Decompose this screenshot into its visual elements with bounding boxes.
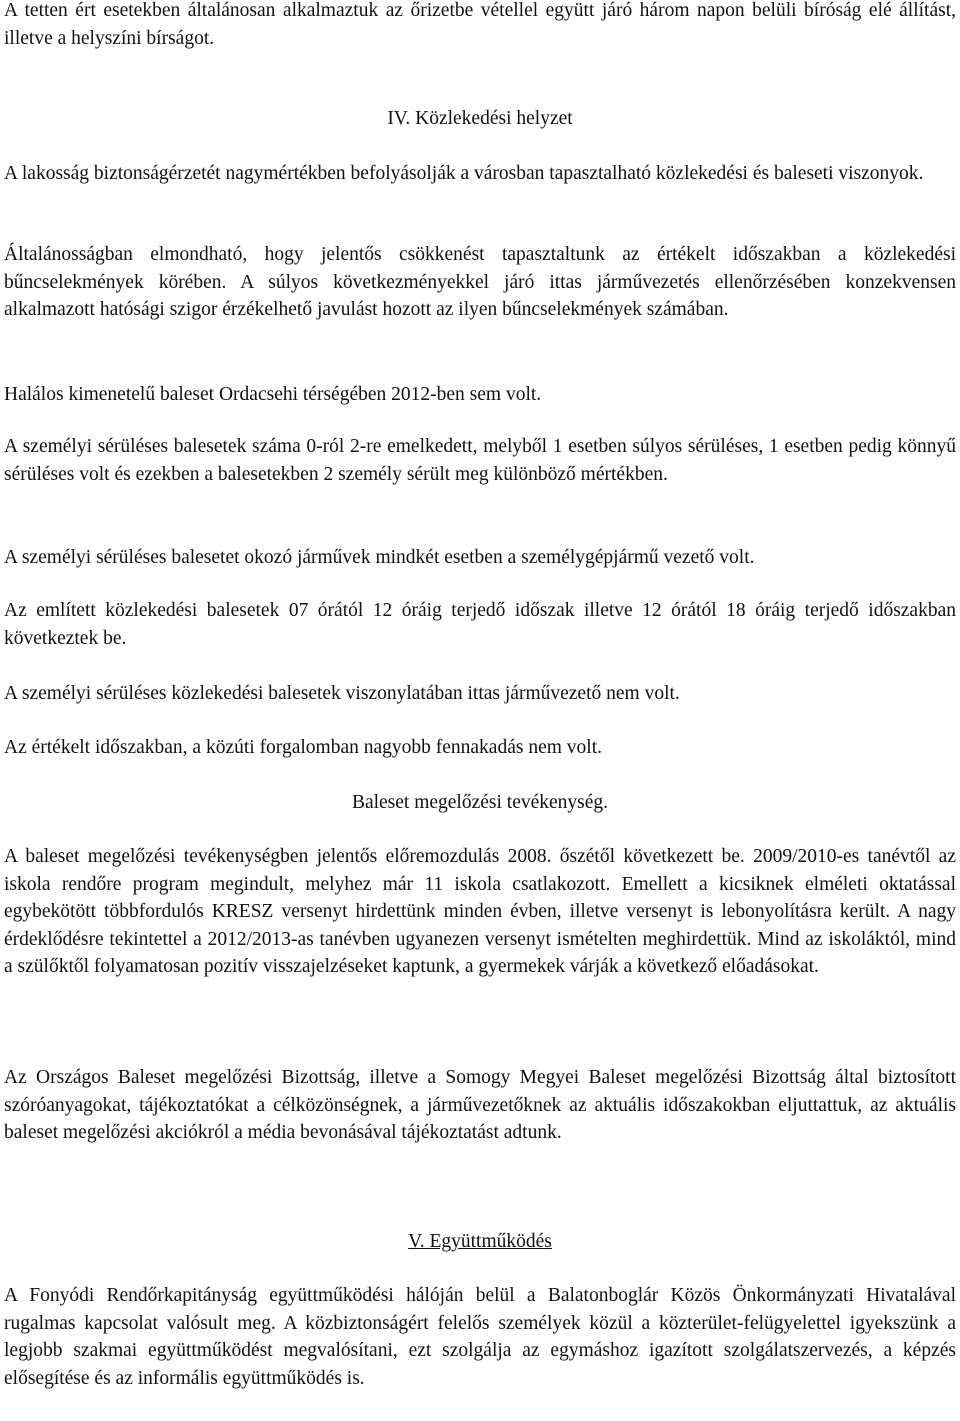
section-4-paragraph: A lakosság biztonságérzetét nagymértékben befolyásolják a városban tapasztalható közlekedési és baleseti viszonyok.: [4, 163, 924, 184]
section-4-paragraph: Általánosságban elmondható, hogy jelentős csökkenést tapasztaltunk az értékelt időszakban a közlekedési bűncselekmények körében. A súlyos következményekkel járó ittas járművezetés ellenőrzésében konzekvensen alkalmazott hatósági szigor érzékelhető javulást hozott az ilyen bűncselekmények számában.: [4, 244, 956, 320]
section-4-paragraph: A személyi sérüléses balesetet okozó járművek mindkét esetben a személygépjármű vezető volt.: [4, 547, 755, 568]
prevention-paragraph: A baleset megelőzési tevékenységben jelentős előremozdulás 2008. őszétől következett be. 2009/2010-es tanévtől az iskola rendőre program megindult, melyhez már 11 iskola csatlakozott. Emellett a kicsiknek elméleti oktatással egybekötött többfordulós KRESZ versenyt hirdettünk minden évben, illetve versenyt is lebonyolításra került. A nagy érdeklődésre tekintettel a 2012/2013-as tanévben ugyanezen versenyt ismételten meghirdettük. Mind az iskoláktól, mind a szülőktől folyamatosan pozitív visszajelzéseket kaptunk, a gyermekek várják a következő előadásokat.: [4, 846, 956, 977]
section-4-paragraph: A személyi sérüléses balesetek száma 0-ról 2-re emelkedett, melyből 1 esetben súlyos sérüléses, 1 esetben pedig könnyű sérüléses volt és ezekben a balesetekben 2 személy sérült meg különböző mértékben.: [4, 436, 956, 485]
section-4-paragraph: Az említett közlekedési balesetek 07 órától 12 óráig terjedő időszak illetve 12 órától 18 óráig terjedő időszakban következtek be.: [4, 600, 956, 649]
prevention-heading: Baleset megelőzési tevékenység.: [351, 792, 609, 813]
section-4-heading: IV. Közlekedési helyzet: [387, 108, 573, 129]
section-4-paragraph: Az értékelt időszakban, a közúti forgalomban nagyobb fennakadás nem volt.: [4, 737, 602, 758]
section-5-paragraph: A Fonyódi Rendőrkapitányság együttműködési hálóján belül a Balatonboglár Közös Önkormányzati Hivatalával rugalmas kapcsolat valósult meg. A közbiztonságért felelős személyek közül a közterület-felügyelettel igyekszünk a legjobb szakmai együttműködést megvalósítani, ezt szolgálja az egymáshoz igazított szolgálatszervezés, a képzés elősegítése és az informális együttműködés is.: [4, 1285, 956, 1389]
section-4-paragraph: A személyi sérüléses közlekedési balesetek viszonylatában ittas járművezető nem volt.: [4, 683, 680, 704]
section-4-paragraph: Halálos kimenetelű baleset Ordacsehi térségében 2012-ben sem volt.: [4, 384, 542, 405]
intro-paragraph: A tetten ért esetekben általánosan alkalmaztuk az őrizetbe vétellel együtt járó három napon belüli bíróság elé állítást, illetve a helyszíni bírságot.: [4, 0, 956, 49]
prevention-paragraph: Az Országos Baleset megelőzési Bizottság, illetve a Somogy Megyei Baleset megelőzési Bizottság által biztosított szóróanyagokat, tájékoztatókat a célközönségnek, a járművezetőknek az aktuális időszakokban eljuttattuk, az aktuális baleset megelőzési akciókról a média bevonásával tájékoztatást adtunk.: [4, 1067, 956, 1143]
section-5-heading: V. Együttműködés: [408, 1231, 552, 1252]
